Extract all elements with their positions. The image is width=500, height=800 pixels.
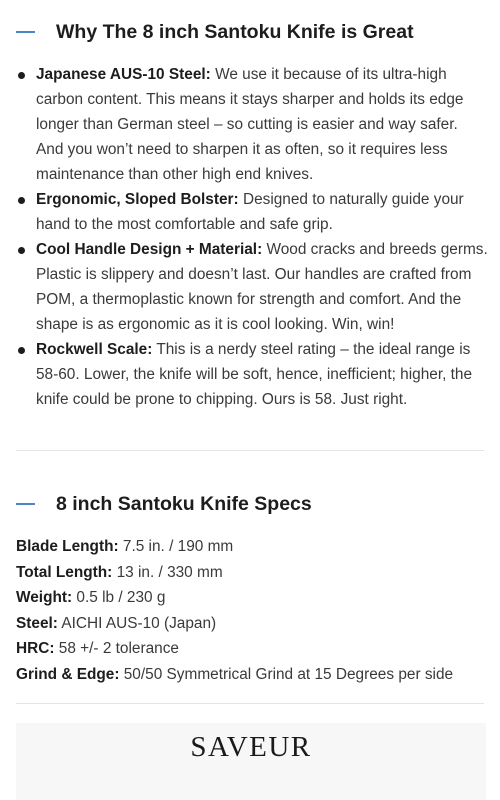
section-divider <box>16 450 484 451</box>
specs-list <box>16 534 488 688</box>
spec-row-total-length <box>16 560 488 586</box>
specs-section-title: 8 inch Santoku Knife Specs <box>56 492 312 515</box>
spec-label: Blade Length: <box>16 538 119 555</box>
saveur-logo: SAVEUR <box>190 731 312 763</box>
list-item <box>16 187 488 237</box>
spec-value: 58 +/- 2 tolerance <box>54 640 179 658</box>
spec-label: Steel: <box>16 614 58 632</box>
spec-label: Weight: <box>16 589 73 607</box>
list-item <box>16 237 488 337</box>
why-section-header <box>16 17 484 47</box>
spec-row-weight <box>16 585 488 611</box>
spec-label: HRC: <box>16 640 55 658</box>
list-item <box>16 337 488 412</box>
why-section-title: Why The 8 inch Santoku Knife is Great <box>56 20 414 43</box>
accent-dash-icon <box>16 31 35 33</box>
feature-label: Rockwell Scale: <box>36 341 153 358</box>
spec-value: 50/50 Symmetrical Grind at 15 Degrees per side <box>119 665 454 683</box>
feature-label: Japanese AUS-10 Steel: <box>36 66 211 83</box>
specs-section-header <box>16 489 484 519</box>
feature-text: Designed to naturally guide your hand to the most comfortable and safe grip. <box>36 191 464 233</box>
spec-value: 13 in. / 330 mm <box>112 563 223 581</box>
section-divider <box>16 703 484 704</box>
spec-row-grind-edge <box>16 662 488 688</box>
feature-label: Ergonomic, Sloped Bolster: <box>36 191 239 208</box>
spec-row-blade-length <box>16 534 488 560</box>
spec-label: Total Length: <box>16 563 113 581</box>
feature-list <box>16 62 488 412</box>
feature-label: Cool Handle Design + Material: <box>36 241 263 258</box>
list-item <box>16 62 488 187</box>
feature-text: This is a nerdy steel rating – the ideal range is 58-60. Lower, the knife will be soft, hence, inefficient; higher, the knife could be prone to chipping. Ours is 58. Just right. <box>36 341 473 408</box>
spec-label: Grind & Edge: <box>16 665 120 683</box>
accent-dash-icon <box>16 503 35 505</box>
spec-value: 0.5 lb / 230 g <box>72 589 166 607</box>
spec-value: AICHI AUS-10 (Japan) <box>57 614 217 632</box>
press-logo-card <box>16 723 486 800</box>
spec-value: 7.5 in. / 190 mm <box>118 538 234 555</box>
feature-text: We use it because of its ultra-high carbon content. This means it stays sharper and holds its edge longer than German steel – so cutting is easier and way safer. And you won’t need to sharpen it as often, so it requires less maintenance than other high end knives. <box>36 66 464 183</box>
spec-row-steel <box>16 611 488 637</box>
feature-text: Wood cracks and breeds germs. Plastic is slippery and doesn’t last. Our handles are crafted from POM, a thermoplastic known for strength and comfort. And the shape is as ergonomic as it is cool looking. Win, win! <box>36 241 488 333</box>
spec-row-hrc <box>16 636 488 662</box>
